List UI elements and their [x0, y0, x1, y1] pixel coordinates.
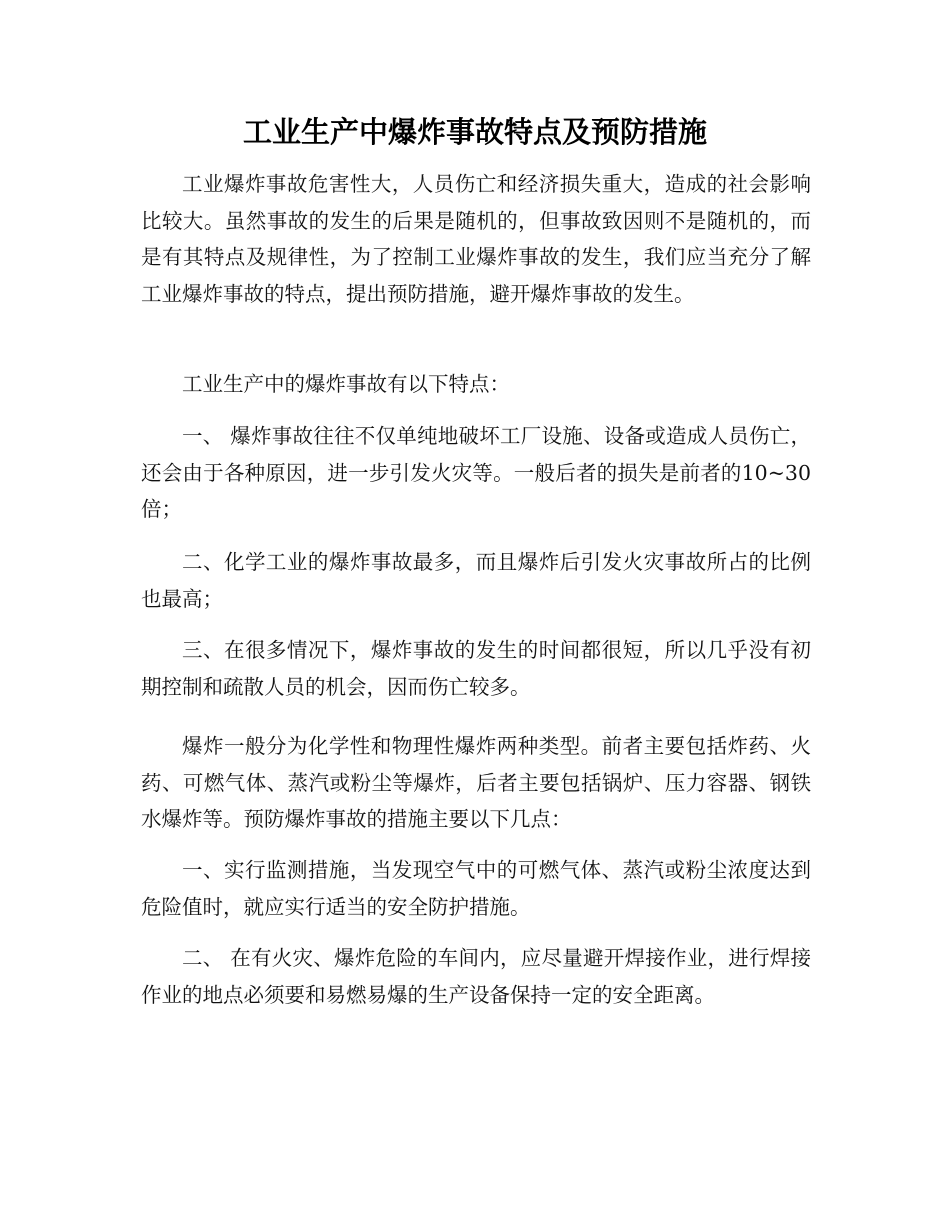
paragraph-measure-2: 二、 在有火灾、爆炸危险的车间内，应尽量避开焊接作业，进行焊接作业的地点必须要和易燃易爆的生产设备保持一定的安全距离。 — [141, 946, 811, 1007]
paragraph-intro: 工业爆炸事故危害性大，人员伤亡和经济损失重大，造成的社会影响比较大。虽然事故的发生的后果是随机的，但事故致因则不是随机的，而是有其特点及规律性，为了控制工业爆炸事故的发生，我们应当充分了解工业爆炸事故的特点，提出预防措施，避开爆炸事故的发生。 — [141, 172, 811, 306]
paragraph-features-heading: 工业生产中的爆炸事故有以下特点： — [182, 372, 510, 396]
paragraph-feature-1: 一、 爆炸事故往往不仅单纯地破坏工厂设施、设备或造成人员伤亡，还会由于各种原因，进一步引发火灾等。一般后者的损失是前者的10~30倍； — [141, 424, 811, 521]
paragraph-feature-2: 二、化学工业的爆炸事故最多，而且爆炸后引发火灾事故所占的比例也最高； — [141, 550, 811, 611]
document-title: 工业生产中爆炸事故特点及预防措施 — [242, 115, 707, 149]
paragraph-measure-1: 一、实行监测措施，当发现空气中的可燃气体、蒸汽或粉尘浓度达到危险值时，就应实行适当的安全防护措施。 — [141, 858, 811, 919]
paragraph-feature-3: 三、在很多情况下，爆炸事故的发生的时间都很短，所以几乎没有初期控制和疏散人员的机会，因而伤亡较多。 — [141, 638, 811, 699]
paragraph-explosion-types: 爆炸一般分为化学性和物理性爆炸两种类型。前者主要包括炸药、火药、可燃气体、蒸汽或粉尘等爆炸，后者主要包括锅炉、压力容器、钢铁水爆炸等。预防爆炸事故的措施主要以下几点： — [141, 734, 811, 831]
